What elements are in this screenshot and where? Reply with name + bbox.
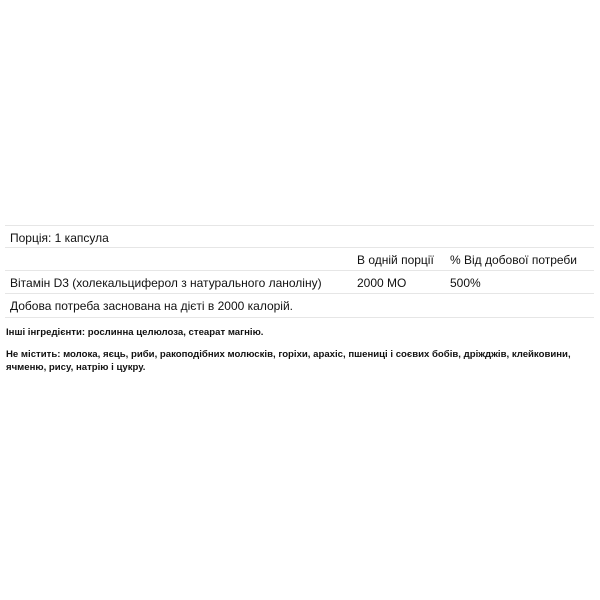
serving-size-text: Порція: 1 капсула [10, 231, 109, 245]
ingredient-name: Вітамін D3 (холекальциферол з натурального ланоліну) [10, 276, 322, 290]
allergen-statement-text: Не містить: молока, яєць, риби, ракоподібних молюсків, горіхи, арахіс, пшениці і соєвих бобів, дріжджів, клейковини, ячменю, рису, натрію і цукру. [6, 349, 571, 373]
product-notes [6, 326, 594, 383]
ingredient-daily-value: 500% [450, 276, 481, 290]
serving-size-row [5, 225, 594, 248]
per-serving-header: В одній порції [357, 253, 434, 267]
table-header-row [5, 248, 594, 271]
daily-value-header: % Від добової потреби [450, 253, 578, 267]
supplement-facts-table [5, 225, 594, 318]
ingredient-amount: 2000 МО [357, 276, 407, 290]
daily-value-footnote-row [5, 294, 594, 318]
daily-value-footnote: Добова потреба заснована на дієті в 2000 калорій. [10, 299, 294, 313]
other-ingredients-text: Інші інгредієнти: рослинна целюлоза, стеарат магнію. [6, 327, 264, 338]
table-row [5, 271, 594, 294]
